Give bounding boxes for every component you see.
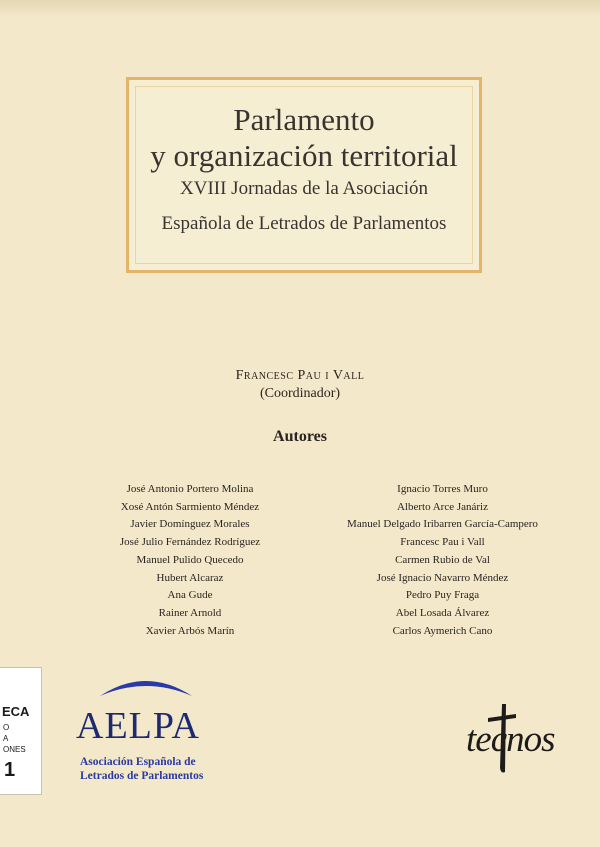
title-box bbox=[126, 77, 482, 273]
library-label-line-2: O bbox=[3, 723, 10, 732]
author-name: Abel Losada Álvarez bbox=[395, 606, 490, 619]
author-name: Carmen Rubio de Val bbox=[395, 553, 490, 566]
aelpa-arc-icon bbox=[98, 672, 194, 698]
author-name: Hubert Alcaraz bbox=[156, 571, 224, 584]
subtitle-line-2: Española de Letrados de Parlamentos bbox=[161, 213, 447, 234]
author-name: Xavier Arbós Marín bbox=[145, 624, 235, 637]
author-name: Xosé Antón Sarmiento Méndez bbox=[120, 500, 260, 513]
tecnos-publisher-logo: tecnos bbox=[466, 719, 555, 760]
author-name: Ignacio Torres Muro bbox=[397, 483, 488, 495]
author-name: Carlos Aymerich Cano bbox=[392, 624, 493, 637]
author-name: Rainer Arnold bbox=[158, 606, 222, 619]
library-label-line-1: ECA bbox=[2, 704, 30, 719]
coordinator-name: Francesc Pau i Vall bbox=[235, 368, 365, 383]
authors-list-left bbox=[80, 481, 300, 640]
aelpa-subtitle-line-1: Asociación Española de bbox=[80, 756, 196, 768]
authors-list-right bbox=[330, 481, 555, 640]
title-line-2: y organización territorial bbox=[150, 138, 458, 173]
author-name: Javier Domínguez Morales bbox=[130, 518, 250, 531]
library-label-line-4: ONES bbox=[3, 745, 26, 754]
author-name: Francesc Pau i Vall bbox=[400, 536, 485, 549]
author-name: José Antonio Portero Molina bbox=[126, 483, 254, 495]
coordinator-role: (Coordinador) bbox=[259, 386, 341, 401]
author-name: José Ignacio Navarro Méndez bbox=[376, 571, 509, 584]
title-line-1: Parlamento bbox=[233, 102, 375, 137]
subtitle-line-1: XVIII Jornadas de la Asociación bbox=[180, 178, 428, 199]
top-edge-shading bbox=[0, 0, 600, 18]
author-name: Pedro Puy Fraga bbox=[405, 589, 480, 602]
library-label-line-3: A bbox=[3, 734, 9, 743]
library-label-line-5: 1 bbox=[4, 759, 16, 781]
author-name: Manuel Pulido Quecedo bbox=[136, 553, 244, 566]
library-label-sticker bbox=[0, 667, 42, 795]
author-name: José Julio Fernández Rodríguez bbox=[119, 536, 261, 549]
author-name: Ana Gude bbox=[167, 589, 213, 602]
aelpa-subtitle-line-2: Letrados de Parlamentos bbox=[80, 770, 204, 782]
author-name: Manuel Delgado Iribarren García-Campero bbox=[347, 518, 538, 531]
authors-heading: Autores bbox=[273, 428, 327, 445]
author-name: Alberto Arce Janáriz bbox=[396, 500, 488, 513]
aelpa-logo: AELPA bbox=[76, 705, 200, 747]
